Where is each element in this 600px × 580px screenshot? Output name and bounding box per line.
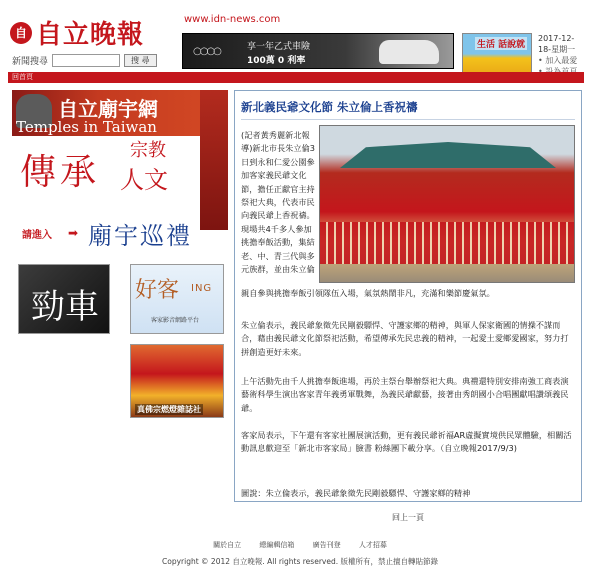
crowd bbox=[320, 222, 575, 264]
car-ad-line1: 享一年乙式車險 bbox=[247, 42, 311, 52]
festival-caption: 真佛宗燃燈雜誌社 bbox=[137, 405, 201, 414]
temple-ad-en: Temples in Taiwan bbox=[16, 118, 157, 136]
date-line1: 2017-12- bbox=[538, 34, 575, 43]
back-link[interactable]: 回上一頁 bbox=[392, 513, 424, 522]
article-title: 新北義民爺文化節 朱立倫上香祝禱 bbox=[241, 100, 418, 114]
temple-ad-big: 傳承 bbox=[20, 152, 101, 193]
article-paragraph: 上午活動先由千人挑擔奉飯進場，再於主祭台舉辦祭祀大典。典禮還特別安排南強工商表演藝術科學生演出客家青年義勇軍戰舞，為義民爺獻藝，接著由秀朗國小合唱團獻唱讚頌義民爺。 bbox=[241, 376, 569, 413]
copyright: Copyright © 2012 自立晚報. All rights reserved. 版權所有，禁止擅自轉貼節錄 bbox=[162, 557, 438, 566]
search-input[interactable] bbox=[52, 54, 120, 67]
car-channel-ad[interactable] bbox=[18, 264, 110, 334]
search-button[interactable]: 搜 尋 bbox=[124, 54, 157, 67]
festival-magazine-ad[interactable] bbox=[130, 344, 224, 418]
hakka-subtitle: ING bbox=[191, 283, 213, 294]
logo-mark-icon: 自 bbox=[10, 22, 32, 44]
date-line2: 18-星期一 bbox=[538, 45, 576, 54]
article-paragraph: 客家局表示，下午還有客家社團展演活動，更有義民爺祈福AR虛擬實境供民眾體驗，相關活動訊息歡迎至「新北市客家局」臉書 粉絲團下載分享。（自立晚報2017/9/3) bbox=[241, 430, 572, 454]
news-search bbox=[12, 54, 157, 67]
temple-roof bbox=[340, 142, 556, 168]
title-divider bbox=[241, 119, 575, 120]
life-ad-text: 生活 話說就 bbox=[475, 37, 527, 50]
footer-link-about[interactable]: 關於自立 bbox=[213, 541, 242, 549]
footer-link-jobs[interactable]: 人才招募 bbox=[358, 541, 387, 549]
article-paragraph: 朱立倫表示，義民爺象徵先民剛毅驃悍、守護家鄉的精神，與軍人保家衛國的情操不謀而合，藉由義民爺文化節祭祀活動，希望傳承先民忠義的精神，一起愛土愛鄉愛國家，努力打拼創造更好未來。 bbox=[241, 320, 569, 357]
temple-ad-side-image bbox=[200, 90, 228, 230]
audi-rings-icon: ○○○○ bbox=[193, 46, 220, 57]
car-channel-title: 勁車 bbox=[31, 287, 99, 327]
nav-bar bbox=[8, 72, 584, 83]
temple-ad-small1: 宗教 bbox=[130, 140, 166, 161]
article-lede-tail: 親自參與挑擔奉飯引領隊伍入場，氣氛熱鬧非凡，充滿和樂節慶氣氛。 bbox=[241, 288, 495, 298]
footer-link-editor-mail[interactable]: 總編輯信箱 bbox=[259, 541, 295, 549]
date-panel bbox=[538, 33, 577, 77]
footer-link-ads[interactable]: 廣告刊登 bbox=[312, 541, 341, 549]
search-label: 新聞搜尋 bbox=[12, 57, 49, 67]
arrow-right-icon: ➡ bbox=[68, 226, 79, 240]
article-photo bbox=[319, 125, 575, 283]
temple-ad-title: 自立廟宇網 bbox=[58, 97, 158, 121]
add-favorite-link[interactable]: • 加入最愛 bbox=[538, 56, 578, 65]
car-insurance-ad-banner[interactable] bbox=[182, 33, 454, 69]
article-panel bbox=[234, 90, 582, 502]
temple-site-ad[interactable] bbox=[12, 90, 228, 260]
enter-label: 請進入 bbox=[22, 230, 52, 241]
car-image bbox=[379, 40, 439, 64]
hakka-title: 好客 bbox=[135, 278, 180, 303]
site-url[interactable]: www.idn-news.com bbox=[184, 14, 281, 25]
footer-links bbox=[0, 540, 600, 550]
temple-ad-small2: 人文 bbox=[120, 166, 168, 194]
site-logo[interactable] bbox=[10, 14, 144, 51]
article-lede: (記者黃秀麗新北報導)新北市長朱立倫3日到永和仁愛公園參加客家義民爺文化節，擔任正獻官主持祭祀大典，代表市民向義民爺上香祝禱。現場共4千多人參加挑擔奉飯活動，集結老、中、青三代與多元族群，並由朱立倫 bbox=[241, 130, 315, 275]
hakka-caption: 客家影音網路平台 bbox=[151, 317, 200, 324]
temple-tour-link[interactable]: 廟宇巡禮 bbox=[88, 222, 192, 250]
car-ad-line2: 100萬 0 利率 bbox=[247, 56, 306, 66]
photo-caption: 圖說：朱立倫表示，義民爺象徵先民剛毅驃悍、守護家鄉的精神 bbox=[241, 488, 471, 498]
home-link[interactable]: 回首頁 bbox=[12, 73, 33, 81]
hakka-ing-ad[interactable] bbox=[130, 264, 224, 334]
logo-text: 自立晚報 bbox=[36, 20, 145, 50]
